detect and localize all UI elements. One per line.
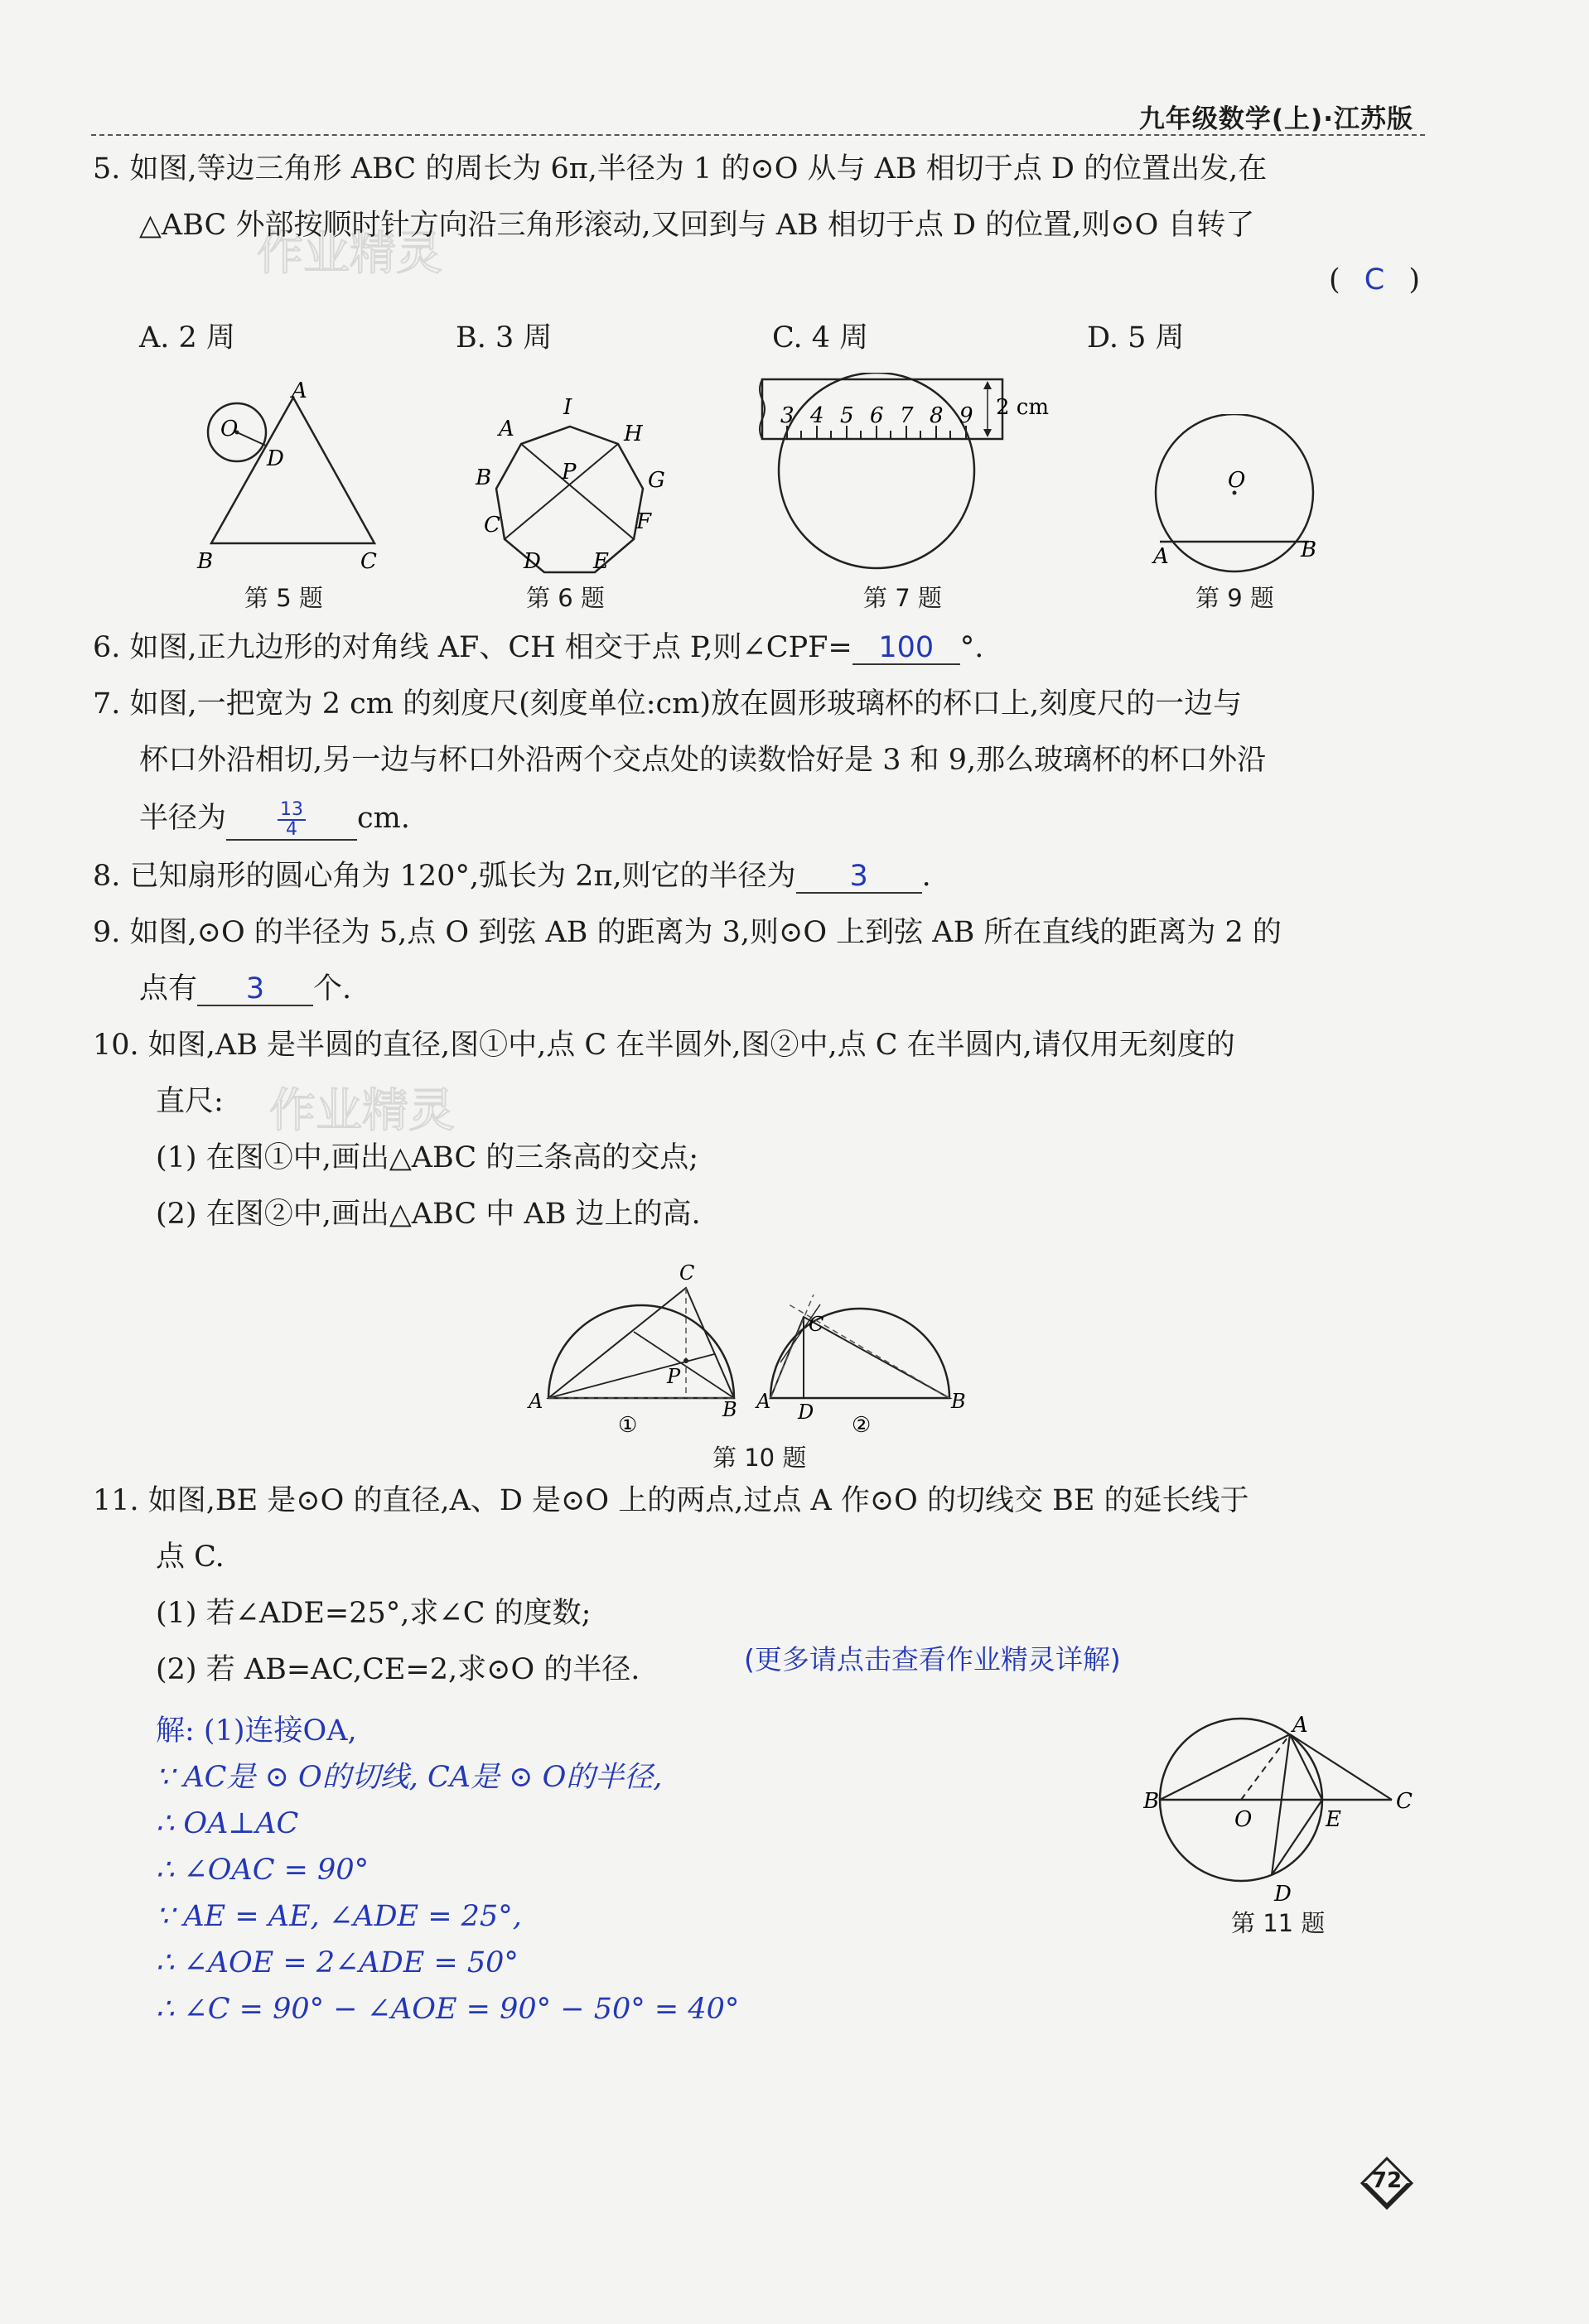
label-a6: A <box>499 417 514 441</box>
q9-text-end: 个. <box>313 972 352 1005</box>
diagonal-ch <box>505 444 618 539</box>
solution-line-3: ∴ OA⊥AC <box>156 1807 299 1840</box>
figure-10-caption: 第 10 题 <box>712 1444 807 1472</box>
figure-7 <box>754 373 1060 584</box>
q9-answer-blank: 3 <box>197 973 313 1006</box>
watermark-text-1: 作业精灵 <box>257 227 442 281</box>
q7-text: 半径为 <box>139 802 227 835</box>
label-b9: B <box>1301 538 1317 562</box>
fig10-label-b1: B <box>722 1398 737 1421</box>
fig11-label-e: E <box>1326 1807 1341 1832</box>
label-d6: D <box>524 549 541 574</box>
label-f: F <box>636 509 652 534</box>
tick-label-5: 5 <box>840 403 854 428</box>
tick-label-9: 9 <box>959 403 973 428</box>
solution-line-7: ∴ ∠C = 90° − ∠AOE = 90° − 50° = 40° <box>156 1993 740 2026</box>
q7-answer-blank <box>226 798 357 841</box>
q10-part2: (2) 在图②中,画出△ABC 中 AB 边上的高. <box>156 1198 701 1231</box>
q5-answer: C <box>1364 263 1385 297</box>
figure-6 <box>464 381 679 588</box>
figure-5-caption: 第 5 题 <box>244 584 323 612</box>
nonagon <box>496 427 643 572</box>
label-i: I <box>563 395 572 420</box>
fig11-label-b: B <box>1143 1789 1160 1814</box>
tick-label-6: 6 <box>870 403 884 428</box>
q5-paren-open: ( <box>1329 263 1340 297</box>
chord-ad <box>1272 1734 1290 1875</box>
figure-9 <box>1135 414 1334 580</box>
figure-5 <box>191 381 398 588</box>
fig10-label-c2: C <box>809 1313 824 1336</box>
tick-label-4: 4 <box>810 403 824 428</box>
fig10-label-a1: A <box>529 1390 543 1413</box>
figure-10-diagram-1 <box>527 1261 737 1433</box>
q11-line2: 点 C. <box>156 1540 225 1574</box>
q5-option-d: D. 5 周 <box>1087 321 1185 354</box>
q8-line <box>93 858 931 894</box>
q6-text-end: °. <box>959 631 984 664</box>
more-details-link[interactable]: (更多请点击查看作业精灵详解) <box>744 1643 1121 1675</box>
q10-line1: 10. 如图,AB 是半圆的直径,图①中,点 C 在半圆外,图②中,点 C 在半圆内,请仅用无刻度的 <box>93 1029 1235 1062</box>
width-label: 2 cm <box>996 395 1050 420</box>
q7-line3 <box>139 800 410 841</box>
q7-answer-fraction <box>278 798 306 840</box>
fig10-label-p: P <box>667 1365 681 1388</box>
q9-text: 点有 <box>139 972 198 1005</box>
figure-10-diagram-2 <box>755 1295 966 1433</box>
fig10-label-a2: A <box>756 1390 771 1413</box>
q8-text: 8. 已知扇形的圆心角为 120°,弧长为 2π,则它的半径为 <box>93 860 796 893</box>
width-arrow-bottom <box>983 429 992 437</box>
header-divider <box>91 134 1425 136</box>
figure-9-caption: 第 9 题 <box>1195 584 1274 612</box>
radius-od <box>237 432 266 446</box>
label-e: E <box>593 549 609 574</box>
q7-line2: 杯口外沿相切,另一边与杯口外沿两个交点处的读数恰好是 3 和 9,那么玻璃杯的杯口外沿 <box>139 744 1267 777</box>
fig11-label-d: D <box>1274 1882 1292 1907</box>
q10-part1: (1) 在图①中,画出△ABC 的三条高的交点; <box>156 1141 699 1174</box>
diagonal-af <box>521 444 634 539</box>
q11-line1: 11. 如图,BE 是⊙O 的直径,A、D 是⊙O 上的两点,过点 A 作⊙O 的切线交 BE 的延长线于 <box>93 1484 1249 1517</box>
tick-label-3: 3 <box>780 403 794 428</box>
fig10-sub1: ① <box>618 1413 638 1433</box>
figure-11 <box>1143 1702 1425 1909</box>
solution-line-1: 解: (1)连接OA, <box>156 1714 357 1748</box>
page-number: 72 <box>1371 2168 1403 2193</box>
q5-paren-close: ) <box>1408 263 1421 297</box>
fig11-label-o: O <box>1234 1807 1253 1832</box>
solution-line-4: ∴ ∠OAC = 90° <box>156 1854 369 1887</box>
fig11-label-a: A <box>1292 1713 1308 1738</box>
label-c: C <box>360 549 377 574</box>
q5-option-c: C. 4 周 <box>772 321 869 354</box>
q5-answer-bracket <box>1329 262 1420 298</box>
tick-label-7: 7 <box>900 403 914 428</box>
q9-line1: 9. 如图,⊙O 的半径为 5,点 O 到弦 AB 的距离为 3,则⊙O 上到弦 AB 所在直线的距离为 2 的 <box>93 916 1282 949</box>
solution-line-2: ∵ AC是 ⊙ O的切线, CA是 ⊙ O的半径, <box>156 1761 663 1794</box>
watermark-middle <box>269 1077 518 1143</box>
label-o: O <box>220 417 239 441</box>
fig10-sub2: ② <box>852 1413 872 1433</box>
q8-answer-blank: 3 <box>796 861 922 894</box>
label-b: B <box>197 549 214 574</box>
label-o9: O <box>1228 468 1246 493</box>
label-a: A <box>292 381 307 403</box>
width-arrow-top <box>983 381 992 389</box>
label-c6: C <box>484 513 500 538</box>
q7-line1: 7. 如图,一把宽为 2 cm 的刻度尺(刻度单位:cm)放在圆形玻璃杯的杯口上,刻度尺的一边与 <box>93 687 1243 721</box>
fig10-label-c1: C <box>679 1261 695 1285</box>
q9-line2 <box>139 971 351 1007</box>
tick-label-8: 8 <box>930 403 944 428</box>
q10-line2: 直尺: <box>156 1085 224 1118</box>
label-d: D <box>267 446 284 471</box>
label-b6: B <box>476 465 492 490</box>
fig11-label-c: C <box>1396 1789 1413 1814</box>
q8-text-end: . <box>921 860 931 893</box>
q7-answer-numerator: 13 <box>278 801 306 821</box>
label-a9: A <box>1153 544 1169 569</box>
figure-6-caption: 第 6 题 <box>526 584 605 612</box>
solution-line-5: ∵ AE = AE, ∠ADE = 25°, <box>156 1900 522 1933</box>
glass-rim-circle <box>779 373 974 568</box>
q5-line2: △ABC 外部按顺时针方向沿三角形滚动,又回到与 AB 相切于点 D 的位置,则⊙O 自转了 <box>139 209 1255 242</box>
q11-part2: (2) 若 AB=AC,CE=2,求⊙O 的半径. <box>156 1653 640 1686</box>
q7-text-end: cm. <box>357 802 410 835</box>
q6-answer-blank: 100 <box>852 632 960 665</box>
solution-line-6: ∴ ∠AOE = 2∠ADE = 50° <box>156 1946 519 1979</box>
label-h: H <box>624 422 643 446</box>
page-header-title: 九年级数学(上)·江苏版 <box>1138 104 1413 134</box>
figure-7-caption: 第 7 题 <box>863 584 942 612</box>
q5-option-a: A. 2 周 <box>139 321 235 354</box>
figure-10 <box>522 1255 1002 1433</box>
q6-line <box>93 629 983 666</box>
watermark-text-2: 作业精灵 <box>269 1084 455 1138</box>
fig10-label-b2: B <box>951 1390 966 1413</box>
page-number-badge <box>1360 2157 1413 2210</box>
q7-answer-denominator: 4 <box>286 818 298 840</box>
label-p: P <box>562 460 577 485</box>
figure-11-caption: 第 11 题 <box>1231 1909 1326 1937</box>
chord-ba <box>1160 1734 1290 1800</box>
q5-line1: 5. 如图,等边三角形 ABC 的周长为 6π,半径为 1 的⊙O 从与 AB 相切于点 D 的位置出发,在 <box>93 152 1268 186</box>
q11-part1: (1) 若∠ADE=25°,求∠C 的度数; <box>156 1597 592 1630</box>
q5-option-b: B. 3 周 <box>456 321 553 354</box>
q6-text: 6. 如图,正九边形的对角线 AF、CH 相交于点 P,则∠CPF= <box>93 631 852 664</box>
label-g: G <box>648 468 665 493</box>
fig10-label-d: D <box>798 1401 814 1424</box>
